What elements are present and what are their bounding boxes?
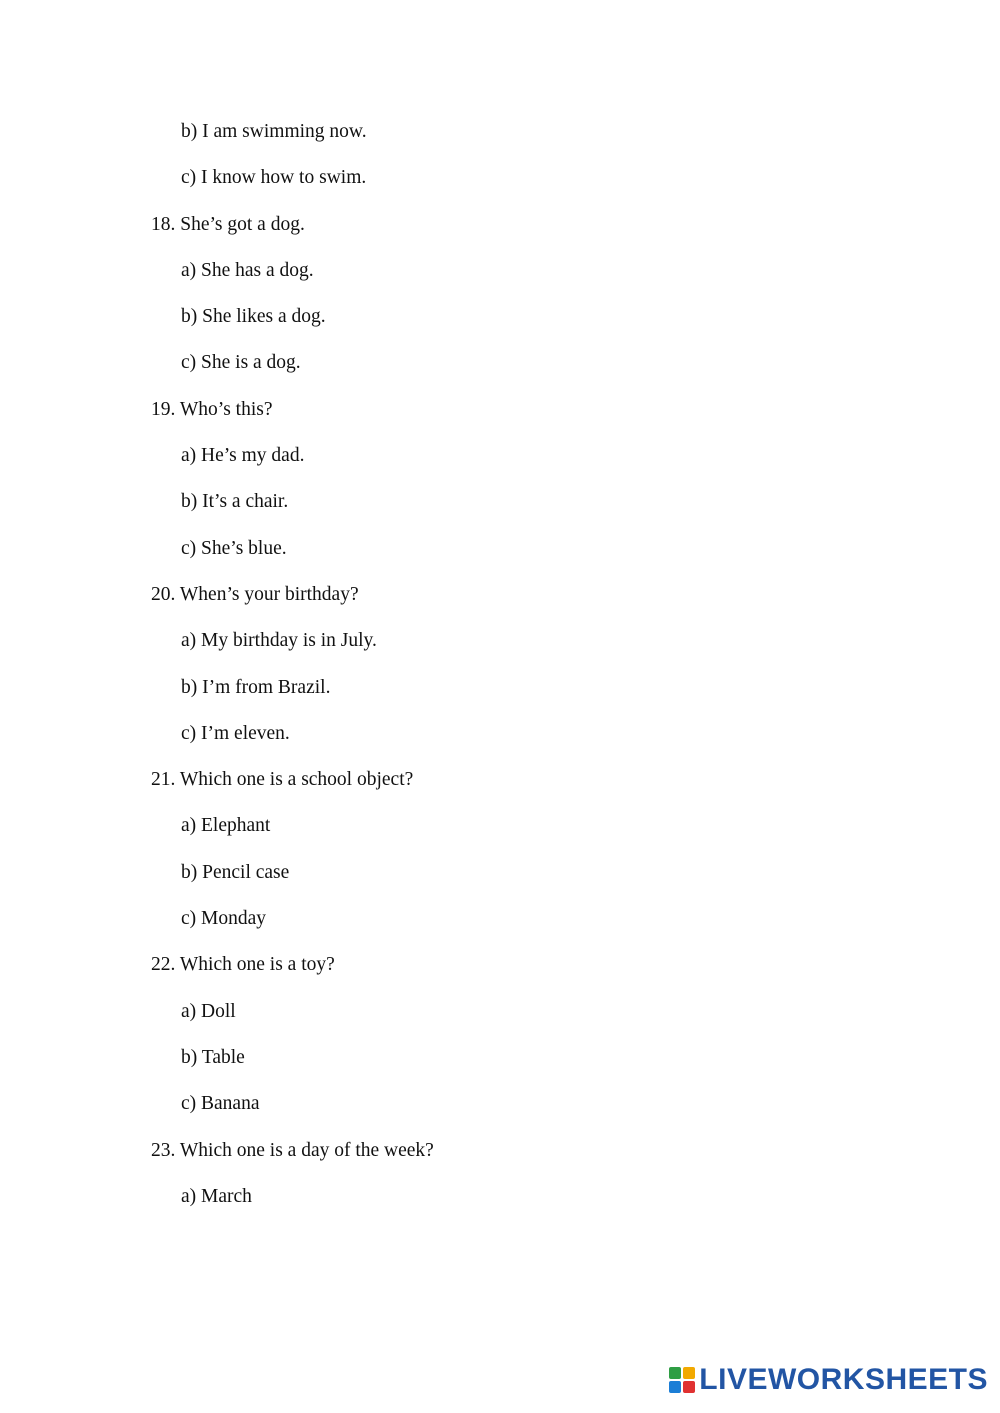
question-text: 20. When’s your birthday? bbox=[151, 583, 359, 605]
answer-option: a) Doll bbox=[181, 1000, 236, 1022]
answer-option: b) She likes a dog. bbox=[181, 306, 326, 328]
answer-option: c) She’s blue. bbox=[181, 537, 287, 559]
answer-option: a) March bbox=[181, 1185, 252, 1207]
question-text: 23. Which one is a day of the week? bbox=[151, 1139, 434, 1161]
question-text: 18. She’s got a dog. bbox=[151, 213, 305, 235]
liveworksheets-logo bbox=[669, 1365, 988, 1395]
logo-text: LIVEWORKSHEETS bbox=[699, 1363, 988, 1396]
question-list bbox=[0, 118, 1000, 1229]
answer-option: c) Banana bbox=[181, 1093, 260, 1115]
answer-option: b) Pencil case bbox=[181, 861, 290, 883]
answer-option: a) He’s my dad. bbox=[181, 445, 305, 467]
answer-option: a) My birthday is in July. bbox=[181, 630, 377, 652]
answer-option: b) It’s a chair. bbox=[181, 491, 289, 513]
answer-option: b) I am swimming now. bbox=[181, 121, 367, 142]
question-text: 19. Who’s this? bbox=[151, 398, 273, 420]
liveworksheets-logo-icon bbox=[669, 1367, 695, 1393]
answer-option: b) Table bbox=[181, 1046, 245, 1068]
answer-option: a) Elephant bbox=[181, 815, 271, 837]
answer-option: c) I know how to swim. bbox=[181, 167, 367, 189]
question-text: 22. Which one is a toy? bbox=[151, 954, 335, 976]
question-text: 21. Which one is a school object? bbox=[151, 769, 414, 791]
answer-option: c) She is a dog. bbox=[181, 352, 301, 374]
answer-option: a) She has a dog. bbox=[181, 259, 314, 281]
answer-option: b) I’m from Brazil. bbox=[181, 676, 331, 698]
answer-option: c) Monday bbox=[181, 908, 267, 930]
answer-option: c) I’m eleven. bbox=[181, 722, 290, 744]
